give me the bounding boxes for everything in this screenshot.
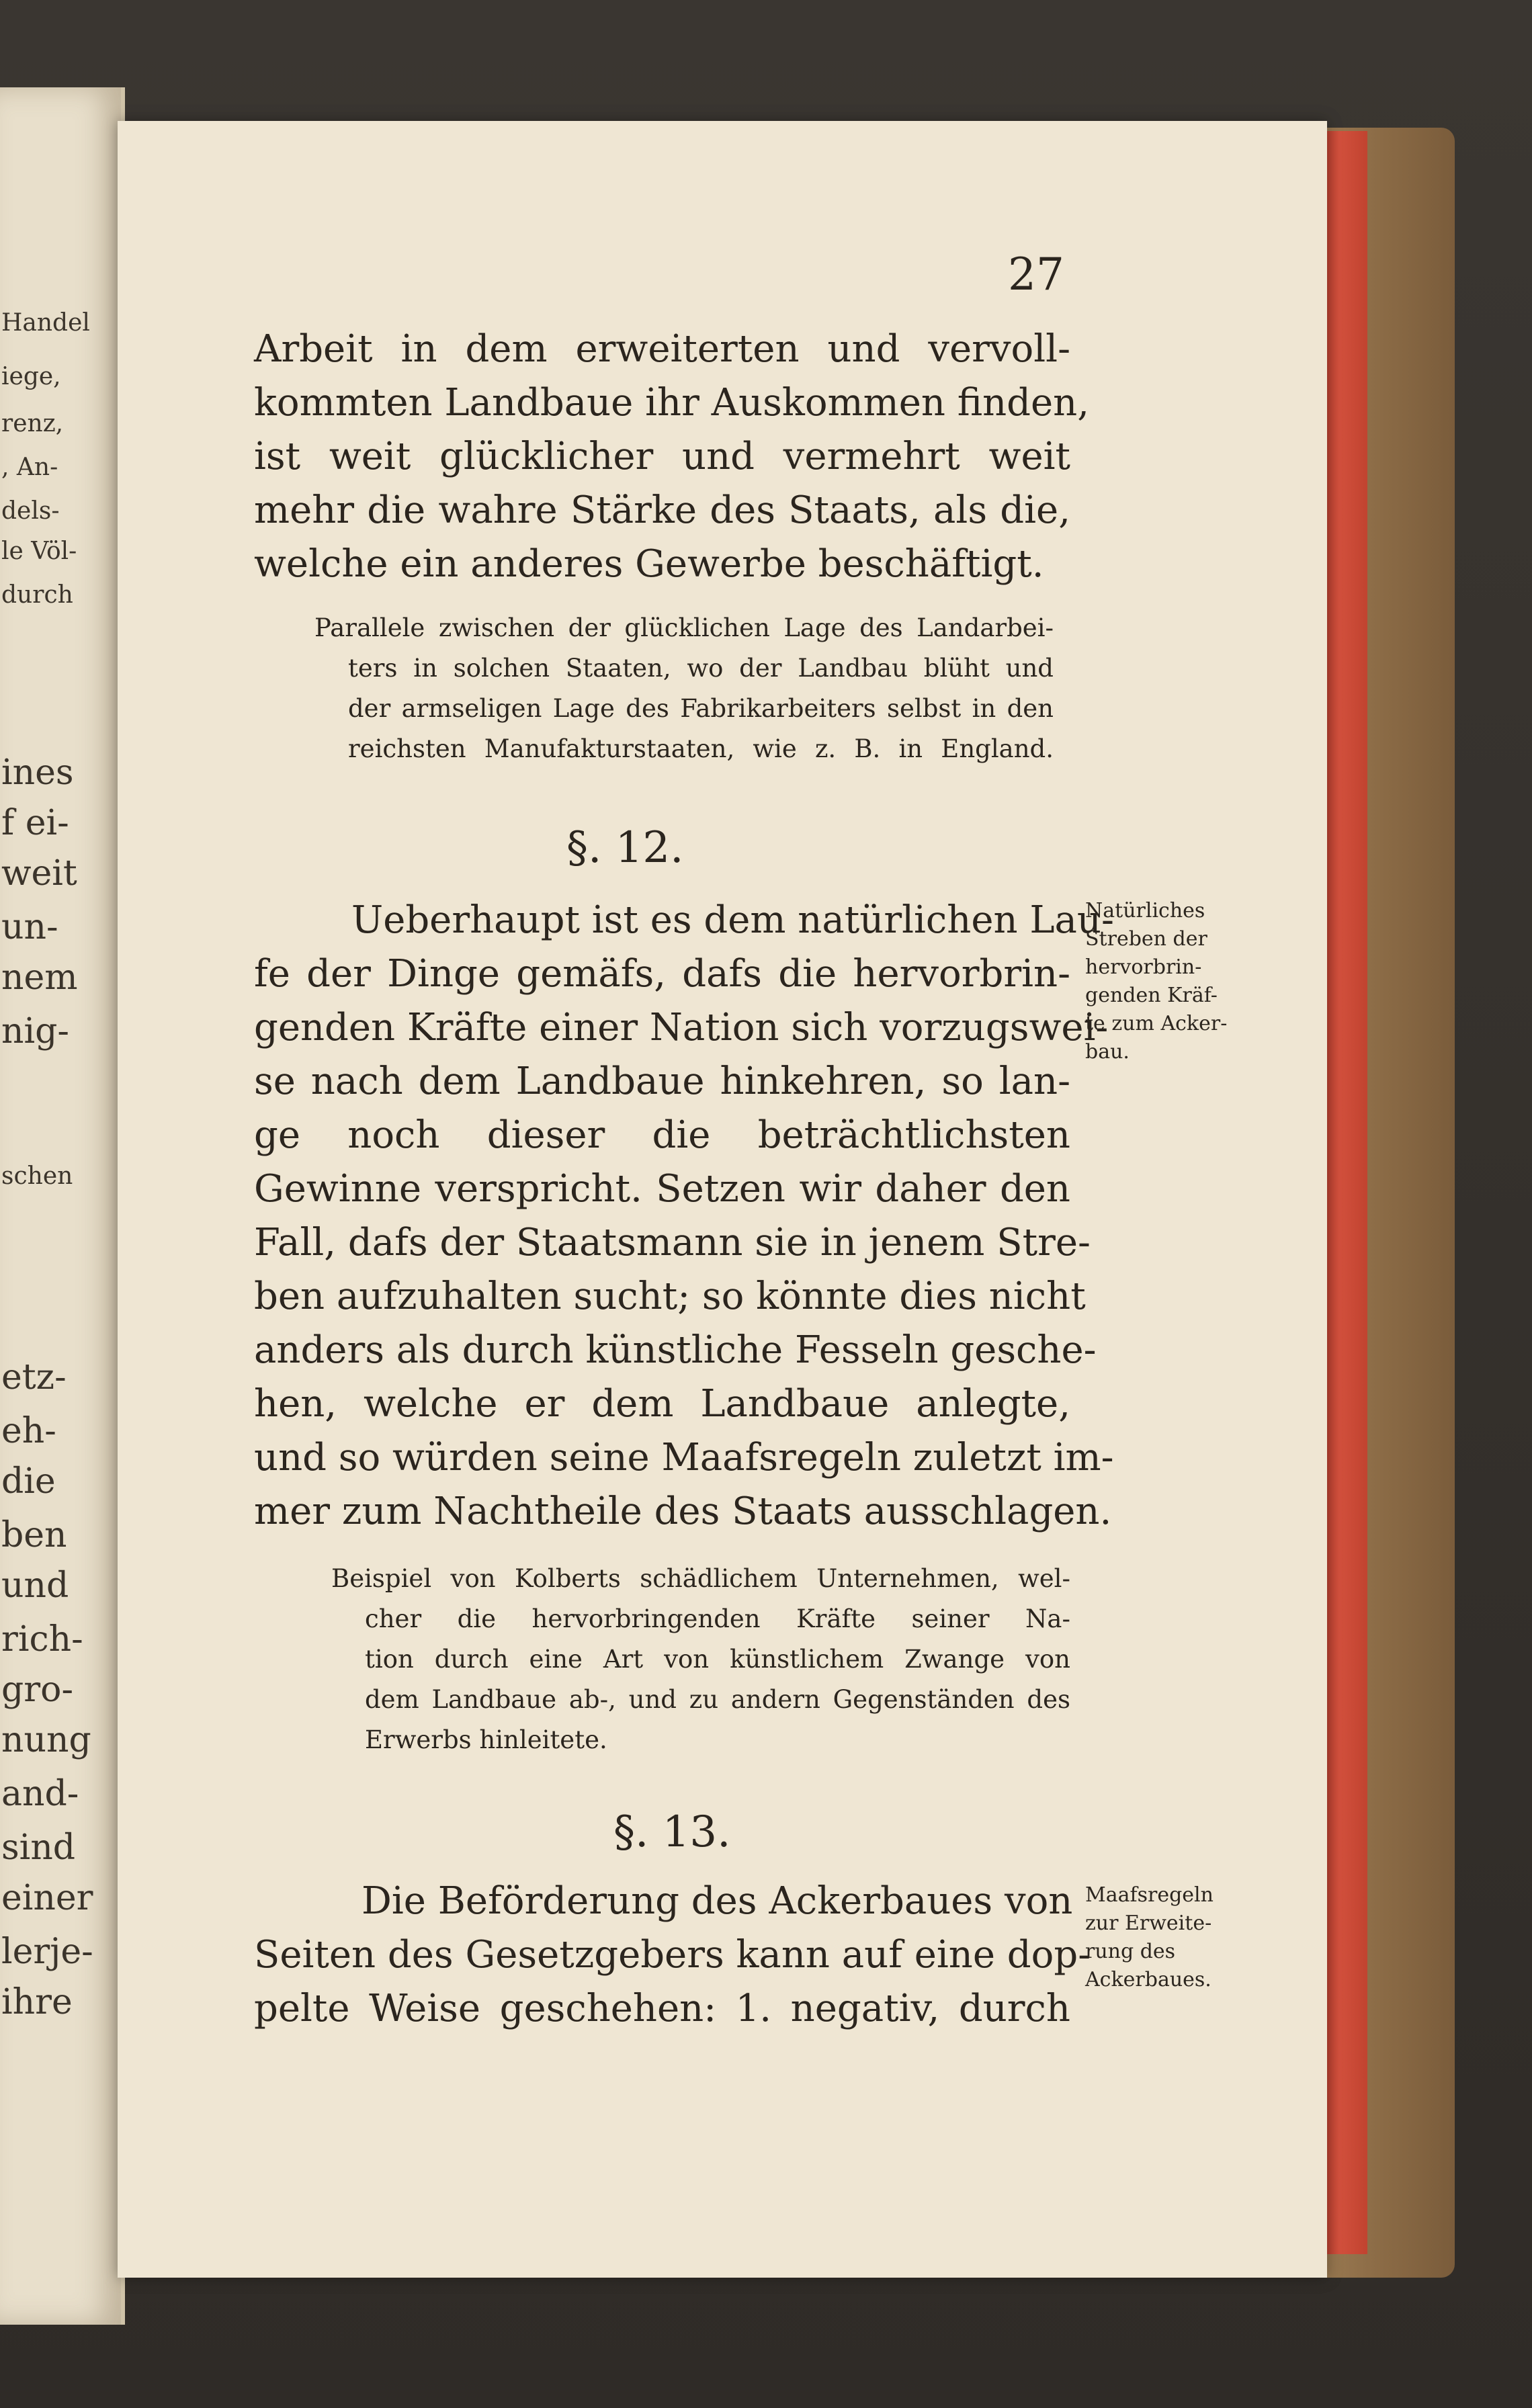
text-line: ge noch dieser die beträchtlichsten	[254, 1113, 1070, 1157]
left-fragment: etz-	[1, 1357, 67, 1398]
book-page	[118, 121, 1327, 2278]
note-line: dem Landbaue ab-, und zu andern Gegenständen des	[365, 1685, 1070, 1714]
left-fragment: and-	[1, 1774, 79, 1814]
margin-note-line: Streben der	[1085, 927, 1207, 951]
note-line: Erwerbs hinleitete.	[365, 1725, 607, 1754]
left-fragment: und	[1, 1565, 69, 1606]
left-fragment: rich-	[1, 1619, 83, 1660]
note-line: reichsten Manufakturstaaten, wie z. B. in England.	[348, 734, 1054, 763]
text-line: Fall, dafs der Staatsmann sie in jenem Stre-	[254, 1221, 1091, 1264]
text-line: anders als durch künstliche Fesseln gesche-	[254, 1328, 1097, 1372]
text-line: se nach dem Landbaue hinkehren, so lan-	[254, 1060, 1070, 1103]
left-fragment: le Völ-	[1, 538, 77, 565]
left-fragment: dels-	[1, 497, 60, 525]
note-line: ters in solchen Staaten, wo der Landbau blüht und	[348, 654, 1054, 683]
left-fragment: die	[1, 1461, 56, 1502]
left-fragment: un-	[1, 907, 58, 947]
note-line: Beispiel von Kolberts schädlichem Unternehmen, wel-	[331, 1564, 1070, 1593]
text-line: Ueberhaupt ist es dem natürlichen Lau-	[351, 898, 1114, 942]
margin-note-line: zur Erweite-	[1085, 1911, 1212, 1935]
left-fragment: durch	[1, 581, 73, 609]
text-line: Die Beförderung des Ackerbaues von	[361, 1879, 1073, 1923]
page-number: 27	[1008, 249, 1064, 300]
left-fragment: ihre	[1, 1982, 73, 2022]
text-line: fe der Dinge gemäfs, dafs die hervorbrin-	[254, 952, 1070, 996]
left-fragment: iege,	[1, 363, 61, 390]
margin-note-line: rung des	[1085, 1940, 1176, 1963]
section-heading-13: §. 13.	[613, 1807, 731, 1857]
margin-note-line: bau.	[1085, 1040, 1130, 1064]
margin-note-line: Ackerbaues.	[1085, 1968, 1211, 1991]
left-fragment: renz,	[1, 410, 64, 437]
left-fragment: weit	[1, 853, 77, 894]
text-line: Seiten des Gesetzgebers kann auf eine dop-	[254, 1933, 1091, 1977]
text-line: hen, welche er dem Landbaue anlegte,	[254, 1382, 1070, 1426]
left-fragment: lerje-	[1, 1932, 93, 1972]
margin-note-line: Natürliches	[1085, 899, 1205, 922]
text-line: ist weit glücklicher und vermehrt weit	[254, 435, 1070, 478]
text-line: kommten Landbaue ihr Auskommen finden,	[254, 381, 1090, 425]
left-fragment: ben	[1, 1515, 67, 1555]
text-line: pelte Weise geschehen: 1. negativ, durch	[254, 1987, 1070, 2030]
left-fragment: schen	[1, 1162, 73, 1190]
text-line: genden Kräfte einer Nation sich vorzugswei-	[254, 1006, 1109, 1049]
note-line: tion durch eine Art von künstlichem Zwange von	[365, 1645, 1070, 1674]
text-line: mehr die wahre Stärke des Staats, als die,	[254, 488, 1070, 532]
left-fragment: eh-	[1, 1411, 56, 1451]
margin-note-line: te zum Acker-	[1085, 1012, 1228, 1035]
left-fragment: sind	[1, 1828, 76, 1868]
left-page-fragment	[0, 87, 125, 2325]
left-fragment: nig-	[1, 1011, 69, 1051]
left-fragment: einer	[1, 1878, 93, 1918]
note-line: der armseligen Lage des Fabrikarbeiters selbst in den	[348, 694, 1054, 723]
margin-note-line: genden Kräf-	[1085, 984, 1218, 1007]
margin-note-line: Maafsregeln	[1085, 1883, 1214, 1907]
margin-note-line: hervorbrin-	[1085, 955, 1202, 979]
note-line: Parallele zwischen der glücklichen Lage des Landarbei-	[314, 613, 1054, 642]
section-heading-12: §. 12.	[566, 823, 684, 873]
margin-note-2	[1085, 1881, 1240, 1994]
left-fragment: f ei-	[1, 803, 69, 843]
note-line: cher die hervorbringenden Kräfte seiner Na-	[365, 1604, 1070, 1633]
left-fragment: ines	[1, 752, 74, 793]
margin-note-1	[1085, 897, 1240, 1066]
text-line: mer zum Nachtheile des Staats ausschlagen.	[254, 1490, 1112, 1533]
text-line: Arbeit in dem erweiterten und vervoll-	[254, 327, 1070, 371]
left-fragment: Handel	[1, 309, 90, 337]
left-fragment: nung	[1, 1720, 91, 1760]
left-fragment: nem	[1, 957, 78, 998]
left-fragment: , An-	[1, 454, 58, 481]
red-page-edge	[1320, 131, 1367, 2254]
text-line: Gewinne verspricht. Setzen wir daher den	[254, 1167, 1070, 1211]
text-line: welche ein anderes Gewerbe beschäftigt.	[254, 542, 1044, 586]
text-line: ben aufzuhalten sucht; so könnte dies nicht	[254, 1275, 1086, 1318]
left-fragment: gro-	[1, 1670, 74, 1710]
text-line: und so würden seine Maafsregeln zuletzt im-	[254, 1436, 1114, 1479]
